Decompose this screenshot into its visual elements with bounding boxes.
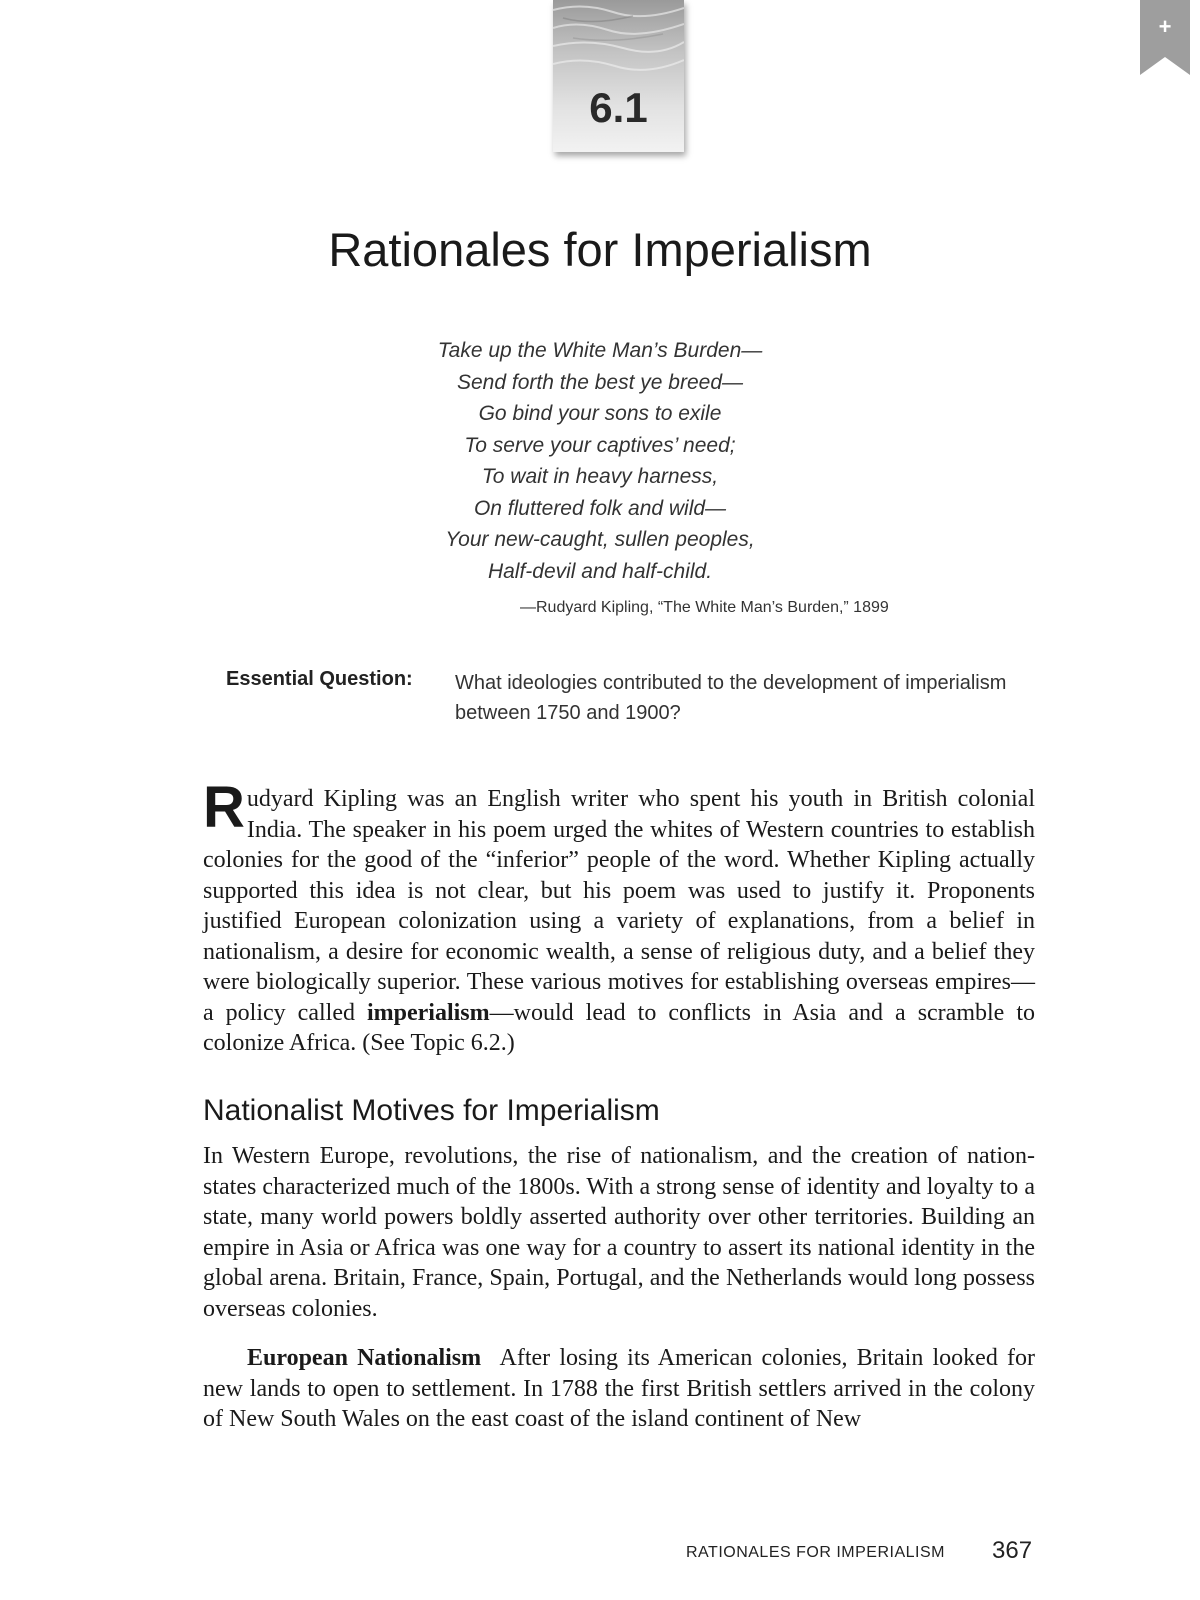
page-number: 367 [992, 1537, 1033, 1564]
poem-line: Half-devil and half-child. [487, 559, 713, 583]
poem-line: Your new-caught, sullen peoples, [445, 528, 755, 551]
topic-number: 6.1 [589, 84, 648, 131]
plus-icon[interactable]: + [1158, 14, 1172, 39]
topic-number-box [553, 0, 684, 152]
drop-cap: R [203, 775, 245, 840]
essential-question-label: Essential Question: [226, 668, 413, 690]
epigraph-attribution: —Rudyard Kipling, “The White Man’s Burden,” 1899 [520, 599, 889, 616]
section-paragraph: In Western Europe, revolutions, the rise of nationalism, and the creation of nation-states characterized much of the 1800s. With a strong sense of identity and loyalty to a state, many world powers boldly asserted authority over other territories. Building an empire in Asia or Africa was one way for a country to assert its national identity in the global arena. Britain, France, Spain, Portugal, and the Netherlands would long possess overseas colonies. [203, 1143, 1035, 1322]
poem-line: Go bind your sons to exile [478, 402, 722, 425]
poem-line: Take up the White Man’s Burden— [437, 339, 763, 362]
subsection-paragraph [203, 1343, 1035, 1435]
water-texture-graphic [553, 0, 684, 90]
running-head: RATIONALES FOR IMPERIALISM [686, 1544, 945, 1561]
key-term-imperialism: imperialism [366, 999, 490, 1026]
essential-question-text: What ideologies contributed to the development of imperialism between 1750 and 1900? [455, 672, 1007, 724]
intro-text-part2: —would lead to conflicts in Asia and a scramble to colonize Africa. (See Topic 6.2.) [203, 999, 1035, 1056]
subsection-text: After losing its American colonies, Britain looked for new lands to open to settlement. In 1788 the first British settlers arrived in the colony of New South Wales on the east coast of the island continent of New [203, 1345, 1036, 1432]
poem-line: To wait in heavy harness, [481, 465, 719, 488]
poem-line: Send forth the best ye breed— [456, 370, 743, 394]
subsection-heading: European Nationalism [247, 1345, 482, 1371]
poem-line: On fluttered folk and wild— [473, 496, 727, 520]
intro-text-part1: udyard Kipling was an English writer who spent his youth in British colonial India. The speaker in his poem urged the whites of Western countries to establish colonies for the good of the “inferior” people of the word. Whether Kipling actually supported this idea is not clear, but his poem was used to justify it. Proponents justified European colonization using a variety of explanations, from a belief in nationalism, a desire for economic wealth, a sense of religious duty, and a belief they were biologically superior. These various motives for establishing overseas empires—a policy called [203, 786, 1035, 1026]
epigraph-poem [0, 335, 1200, 587]
page-title: Rationales for Imperialism [328, 223, 872, 276]
poem-line: To serve your captives’ need; [464, 433, 736, 457]
intro-paragraph [203, 775, 1035, 1059]
section-heading: Nationalist Motives for Imperialism [203, 1094, 660, 1127]
